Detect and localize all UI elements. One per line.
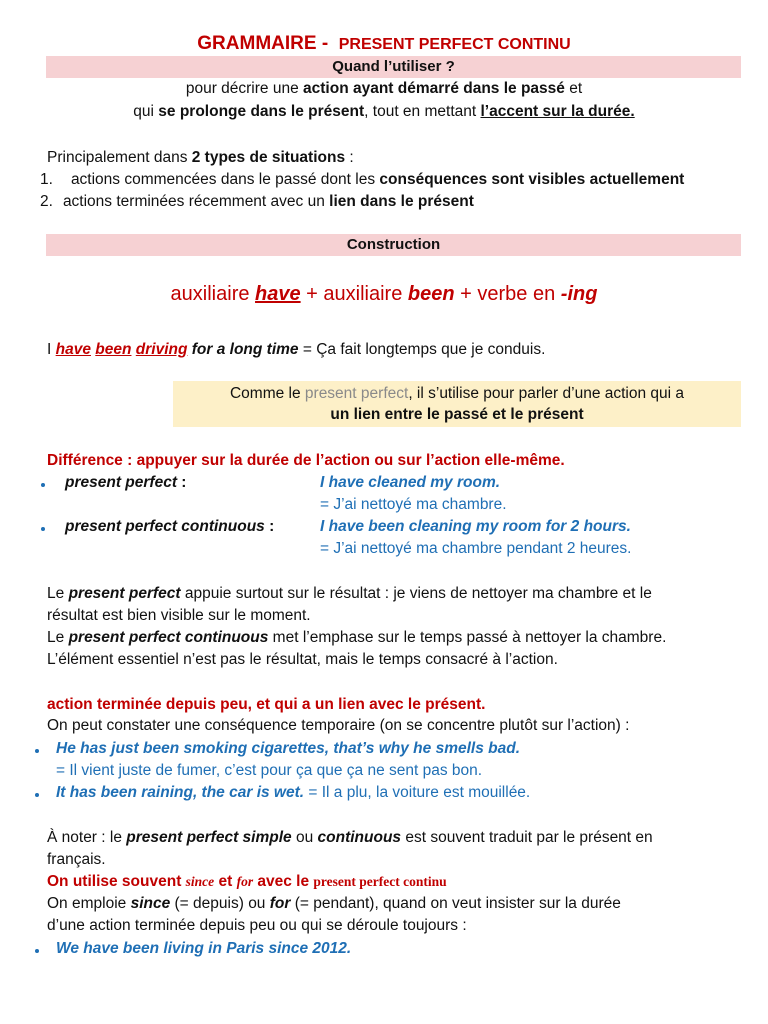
list-number: 2.: [40, 193, 53, 210]
bullet-icon: [35, 749, 39, 753]
text: et: [564, 80, 583, 97]
text-bold: lien dans le présent: [329, 193, 474, 210]
text: :: [176, 474, 187, 491]
page-title: [0, 33, 768, 55]
text: present perfect: [304, 385, 409, 402]
text: continuous: [317, 829, 402, 846]
text: present perfect continuous: [68, 629, 269, 646]
note-line-1: [47, 829, 653, 847]
note-line-2: français.: [47, 851, 106, 868]
title-main: GRAMMAIRE -: [197, 33, 329, 54]
text: present perfect continu: [313, 874, 447, 889]
note-heading: [47, 873, 447, 891]
title-sub: PRESENT PERFECT CONTINU: [338, 36, 571, 53]
situations-lead: [47, 149, 354, 167]
intro-line-2: [0, 103, 768, 121]
text: À noter : le: [47, 829, 127, 846]
difference-label-1: [65, 474, 186, 492]
difference-label-2: [65, 518, 274, 536]
bullet-icon: [41, 527, 45, 531]
text: Principalement dans: [47, 149, 192, 166]
text: present perfect continuous: [65, 518, 265, 535]
text: avec le: [253, 873, 314, 890]
text-have: have: [255, 283, 301, 305]
text: present perfect: [65, 474, 177, 491]
recent-example-1-fr: = Il vient juste de fumer, c’est pour ça que ça ne sent pas bon.: [56, 762, 483, 779]
intro-line-1: [0, 80, 768, 98]
recent-example-2: [56, 784, 530, 802]
note-para-line-1: [47, 895, 621, 913]
text-ing: -ing: [560, 283, 598, 305]
text: , il s’utilise pour parler d’une action qui a: [408, 385, 685, 402]
construction-example: [47, 341, 545, 359]
text-bold: conséquences sont visibles actuellement: [379, 171, 685, 188]
text: actions terminées récemment avec un: [62, 193, 330, 210]
text: et: [214, 873, 237, 890]
text: met l’emphase sur le temps passé à nettoyer la chambre.: [268, 629, 667, 646]
text: (= depuis) ou: [170, 895, 270, 912]
list-number: 1.: [40, 171, 53, 188]
callout-box: [173, 381, 741, 427]
construction-formula: [0, 283, 768, 306]
text: appuie surtout sur le résultat : je viens de nettoyer ma chambre et le: [180, 585, 652, 602]
text: auxiliaire: [170, 283, 256, 305]
note-example: We have been living in Paris since 2012.: [56, 940, 352, 957]
text: for: [236, 874, 254, 889]
text: On utilise souvent: [47, 873, 186, 890]
bullet-icon: [35, 793, 39, 797]
text-bold: se prolonge dans le présent: [158, 103, 365, 120]
text: Le: [47, 629, 69, 646]
text: est souvent traduit par le présent en: [401, 829, 653, 846]
text: On emploie: [47, 895, 131, 912]
text: ou: [291, 829, 318, 846]
text: , tout en mettant: [364, 103, 481, 120]
text: Comme le: [229, 385, 305, 402]
text: driving: [135, 341, 188, 358]
text: since: [185, 874, 215, 889]
difference-en-2: I have been cleaning my room for 2 hours.: [320, 518, 631, 535]
recent-lead: On peut constater une conséquence temporaire (on se concentre plutôt sur l’action) :: [47, 717, 630, 734]
situation-item-1: [40, 171, 684, 189]
para1-line-2: résultat est bien visible sur le moment.: [47, 607, 311, 624]
para1-line-1: [47, 585, 652, 603]
recent-heading: action terminée depuis peu, et qui a un lien avec le présent.: [47, 696, 486, 713]
bullet-icon: [35, 949, 39, 953]
text: + verbe en: [454, 283, 561, 305]
text: present perfect: [68, 585, 181, 602]
difference-en-1: I have cleaned my room.: [320, 474, 501, 491]
callout-line-1: [173, 383, 741, 404]
section-band-when: Quand l’utiliser ?: [46, 56, 741, 78]
text: + auxiliaire: [300, 283, 408, 305]
difference-fr-1: = J’ai nettoyé ma chambre.: [320, 496, 507, 513]
recent-example-1: He has just been smoking cigarettes, that’s why he smells bad.: [56, 740, 521, 757]
text: = Il a plu, la voiture est mouillée.: [304, 784, 531, 801]
note-para-line-2: d’une action terminée depuis peu ou qui se déroule toujours :: [47, 917, 467, 934]
text: present perfect simple: [126, 829, 292, 846]
text: for a long time: [187, 341, 299, 358]
text: qui: [133, 103, 159, 120]
text: since: [130, 895, 171, 912]
difference-heading: Différence : appuyer sur la durée de l’action ou sur l’action elle-même.: [47, 452, 565, 469]
difference-fr-2: = J’ai nettoyé ma chambre pendant 2 heures.: [320, 540, 632, 557]
text: = Ça fait longtemps que je conduis.: [298, 341, 546, 358]
text: :: [345, 149, 354, 166]
callout-line-2: un lien entre le passé et le présent: [330, 406, 584, 423]
text: actions commencées dans le passé dont les: [70, 171, 380, 188]
text: for: [269, 895, 291, 912]
bullet-icon: [41, 483, 45, 487]
text-bold: action ayant démarré dans le passé: [303, 80, 565, 97]
situation-item-2: [40, 193, 474, 211]
text: (= pendant), quand on veut insister sur la durée: [290, 895, 621, 912]
text: been: [95, 341, 132, 358]
para1-line-4: L’élément essentiel n’est pas le résultat, mais le temps consacré à l’action.: [47, 651, 558, 668]
text: I: [47, 341, 56, 358]
text: :: [264, 518, 275, 535]
text-bold-underline: l’accent sur la durée.: [480, 103, 635, 120]
text: Le: [47, 585, 69, 602]
section-band-construction: Construction: [46, 234, 741, 256]
text-been: been: [407, 283, 455, 305]
text: It has been raining, the car is wet.: [56, 784, 305, 801]
para1-line-3: [47, 629, 666, 647]
text-bold: 2 types de situations: [191, 149, 346, 166]
text: pour décrire une: [185, 80, 304, 97]
text: have: [55, 341, 91, 358]
